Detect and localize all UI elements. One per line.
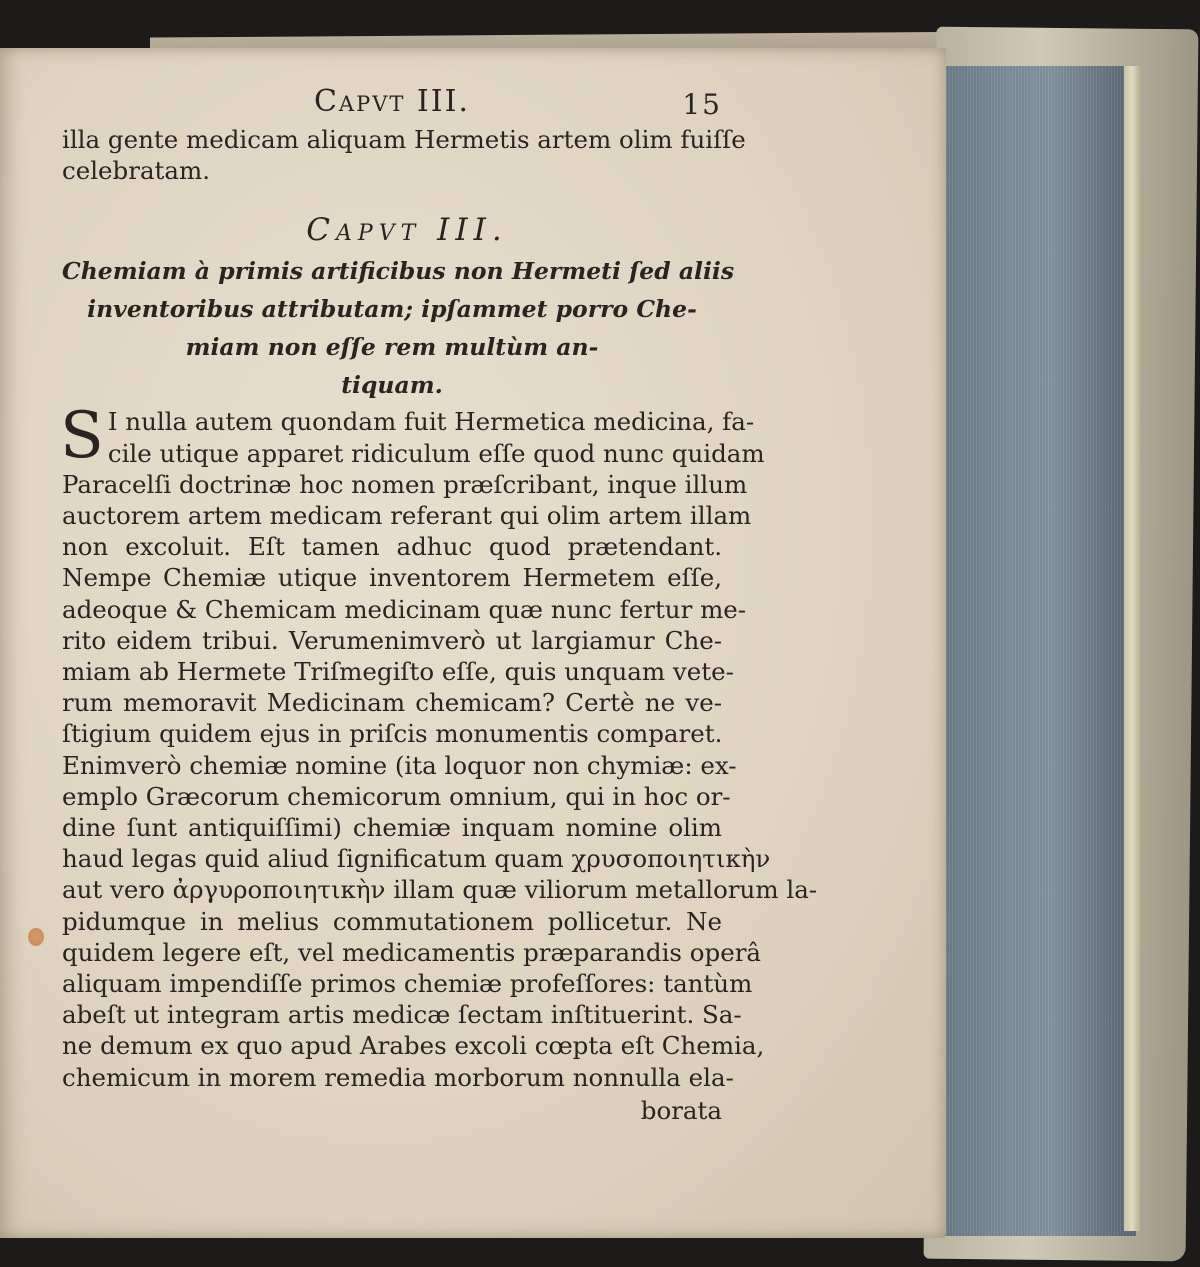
text-line: aliquam impendiſſe primos chemiæ profeſſores: tantùm <box>62 969 753 999</box>
drop-cap: S <box>60 399 104 474</box>
summary-line: Chemiam à primis artificibus non Hermeti ſed aliis <box>62 257 735 286</box>
intro-text <box>62 124 746 186</box>
summary-line: miam non eſſe rem multùm an- <box>185 333 599 362</box>
chapter-summary <box>62 252 735 404</box>
summary-line: inventoribus attributam; ipſammet porro Che- <box>87 295 697 324</box>
running-head-title: Capvt III. <box>313 84 471 119</box>
text-line: Paracelſi doctrinæ hoc nomen præſcribant, inque illum <box>62 469 748 499</box>
text-line: dine ſunt antiquiſſimi) chemiæ inquam nomine olim <box>62 813 722 843</box>
catchword: borata <box>640 1095 722 1125</box>
text-line: ne demum ex quo apud Arabes excoli cœpta eſt Chemia, <box>62 1031 765 1061</box>
text-line: celebratam. <box>62 156 211 186</box>
text-line: rum memoravit Medicinam chemicam? Certè ne ve- <box>62 688 722 718</box>
text-line: illa gente medicam aliquam Hermetis artem olim fuiſſe <box>62 125 746 154</box>
page-number: 15 <box>682 88 722 121</box>
chapter-body <box>60 399 818 1125</box>
text-line: chemicum in morem remedia morborum nonnulla ela- <box>62 1062 734 1092</box>
text-block <box>60 84 818 1126</box>
text-line: aut vero ἀργυροποιητικὴν illam quæ viliorum metallorum la- <box>62 875 818 905</box>
paper-stain <box>28 928 44 946</box>
text-line: miam ab Hermete Triſmegiſto eſſe, quis unquam vete- <box>62 657 734 687</box>
text-line: non excoluit. Eſt tamen adhuc quod prætendant. <box>62 532 722 562</box>
text-line: quidem legere eſt, vel medicamentis præparandis operâ <box>62 937 762 967</box>
text-line: Enimverò chemiæ nomine (ita loquor non chymiæ: ex- <box>62 750 737 780</box>
text-line: auctorem artem medicam referant qui olim artem illam <box>62 501 752 531</box>
text-line: abeſt ut integram artis medicæ ſectam inſtituerint. Sa- <box>62 1000 742 1030</box>
printed-page <box>0 48 946 1238</box>
text-line: pidumque in melius commutationem pollicetur. Ne <box>62 906 722 936</box>
text-line: ſtigium quidem ejus in priſcis monumentis comparet. <box>62 719 723 749</box>
text-line: Nempe Chemiæ utique inventorem Hermetem eſſe, <box>62 563 722 593</box>
summary-line: tiquam. <box>341 371 443 400</box>
text-line: haud legas quid aliud ſignificatum quam χρυσοποιητικὴν <box>62 844 771 874</box>
page-block-edges <box>944 66 1136 1236</box>
page-block-fore-edge <box>1124 66 1140 1231</box>
chapter-heading: Capvt III. <box>306 212 508 249</box>
text-line: cile utique apparet ridiculum eſſe quod nunc quidam <box>107 438 765 468</box>
text-line: I nulla autem quondam fuit Hermetica medicina, fa- <box>107 407 755 437</box>
text-line: emplo Græcorum chemicorum omnium, qui in hoc or- <box>62 781 731 811</box>
text-line: adeoque & Chemicam medicinam quæ nunc fertur me- <box>62 594 747 624</box>
text-line: rito eidem tribui. Verumenimverò ut largiamur Che- <box>62 625 722 655</box>
running-head <box>62 84 722 124</box>
